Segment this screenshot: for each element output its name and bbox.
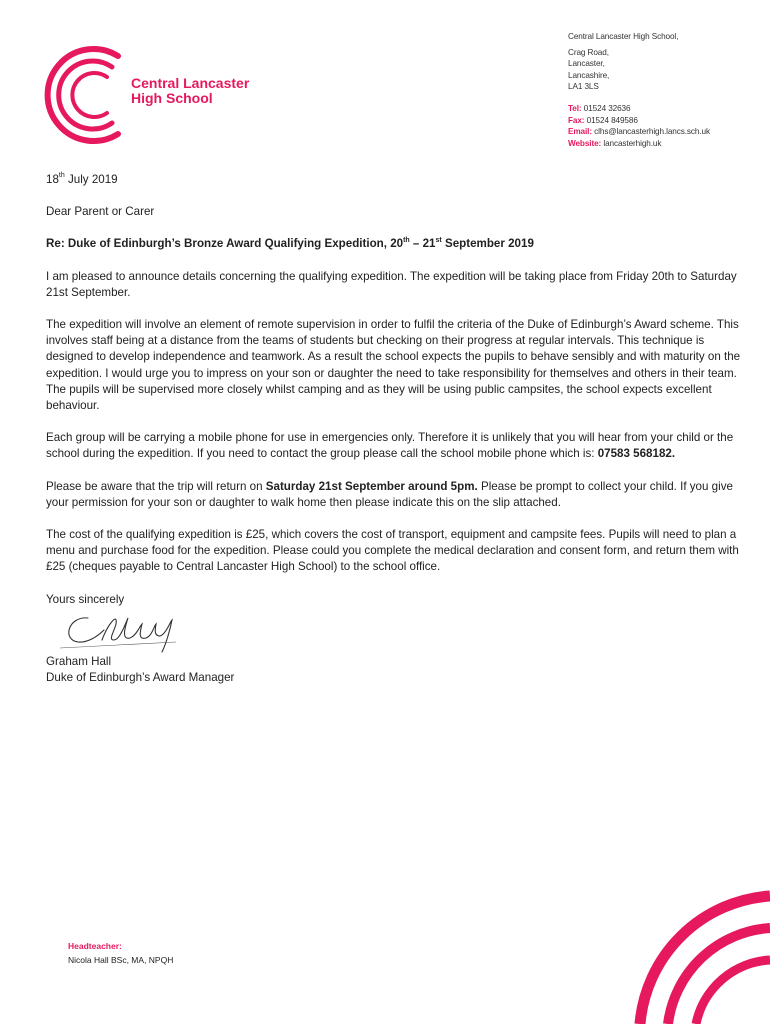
address-school: Central Lancaster High School, (568, 32, 679, 41)
logo-line1: Central Lancaster (131, 75, 250, 91)
paragraph-2: The expedition will involve an element of remote supervision in order to fulfil the criteria of the Duke of Edinburgh’s Award scheme. This involves staff being at a distance from the teams of students but checking on their progress at regular intervals. This technique is designed to develop independence and teamwork. As a result the school expects the pupils to behave sensibly and with maturity on the expedition. I would urge you to impress on your son or daughter the need to take responsibility for themselves and others in their team. The pupils will be supervised more closely whilst camping and as they will be using public campsites, the school expects excellent behaviour. (46, 318, 741, 413)
signature-image (58, 610, 198, 654)
tel-label: Tel: (568, 103, 582, 113)
website-link[interactable]: lancasterhigh.uk (603, 138, 662, 148)
address-line2: Lancaster, (568, 59, 605, 69)
paragraph-1: I am pleased to announce details concerning the qualifying expedition. The expedition will be taking place from Friday 20th to Saturday 21st September. (46, 269, 737, 299)
address-postcode: LA1 3LS (568, 82, 599, 92)
email-link[interactable]: clhs@lancasterhigh.lancs.sch.uk (594, 127, 710, 137)
subject-line: Re: Duke of Edinburgh’s Bronze Award Qualifying Expedition, 20th – 21st September 2019 (46, 236, 534, 251)
return-time: Saturday 21st September around 5pm. (265, 479, 478, 493)
headteacher-name: Nicola Hall BSc, MA, NPQH (68, 955, 174, 965)
headteacher-label: Headteacher: (68, 941, 122, 951)
mobile-number: 07583 568182. (597, 447, 676, 461)
paragraph-4: Please be aware that the trip will return on Saturday 21st September around 5pm. Please be prompt to collect your child. If you give your permission for your son or daughter to walk home then please indicate this on the slip attached. (46, 479, 733, 509)
fax-label: Fax: (568, 115, 585, 125)
closing: Yours sincerely (46, 592, 125, 606)
paragraph-3: Each group will be carrying a mobile phone for use in emergencies only. Therefore it is unlikely that you will hear from your child or the school during the expedition. If you need to contact the group please call the school mobile phone which is: 07583 568182. (46, 431, 734, 461)
letter-body (46, 172, 746, 686)
address-line3: Lancashire, (568, 70, 610, 80)
fax-value: 01524 849586 (586, 115, 638, 125)
website-label: Website: (568, 138, 602, 148)
tel-value: 01524 32636 (583, 103, 631, 113)
letter-date: 18th July 2019 (46, 172, 118, 186)
contact-block (568, 103, 710, 149)
address-line1: Crag Road, (568, 47, 609, 57)
signer-name: Graham Hall (46, 654, 112, 668)
signer-title: Duke of Edinburgh’s Award Manager (46, 671, 235, 685)
paragraph-5: The cost of the qualifying expedition is £25, which covers the cost of transport, equipment and campsite fees. Pupils will need to plan a menu and purchase food for the expedition. Please could you complete the medical declaration and consent form, and return them with £25 (cheques payable to Central Lancaster High School) to the school office. (46, 528, 739, 574)
decorative-arcs (620, 884, 770, 1024)
email-label: Email: (568, 127, 592, 137)
school-name-logo (131, 76, 249, 106)
address-block (568, 31, 710, 149)
headteacher-block (68, 939, 173, 967)
logo-line2: High School (131, 90, 213, 106)
salutation: Dear Parent or Carer (46, 205, 155, 219)
